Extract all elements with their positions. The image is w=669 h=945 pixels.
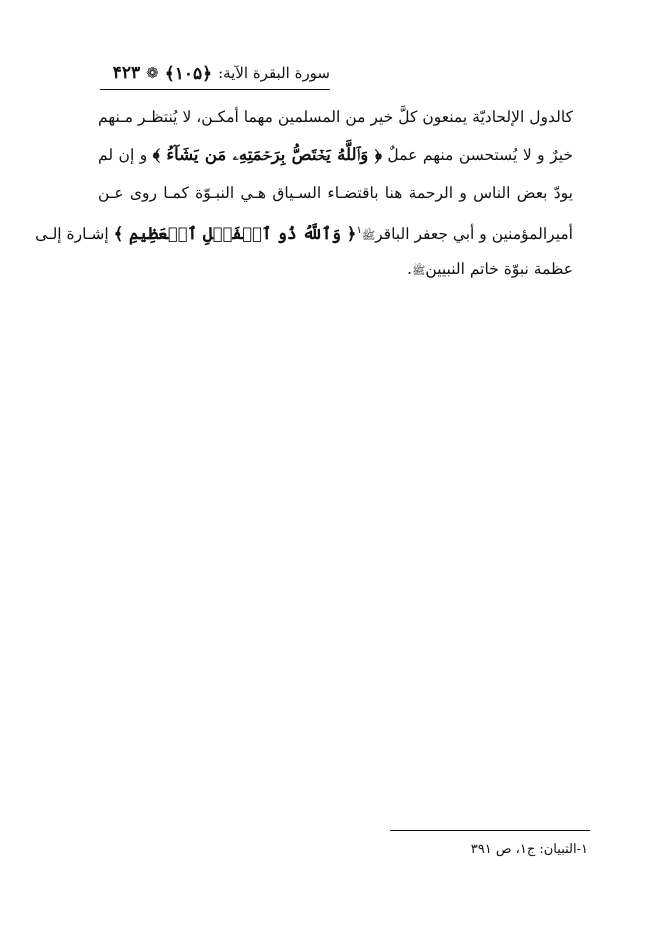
text-line [98, 136, 573, 174]
body-text-run: عظمة نبوّة خاتم النبيين [425, 260, 573, 278]
surah-label: سورة البقرة الآية: [218, 64, 330, 82]
honorific-symbol: ﷺ [361, 229, 376, 243]
body-text-run: أميرالمؤمنين و أبي جعفر الباقر [375, 225, 573, 244]
body-paragraph [35, 98, 574, 288]
body-text-run: . [407, 260, 413, 278]
body-text-run: خيرٌ و لا يُستحسن منهم عملٌ [381, 146, 573, 164]
body-text-run: يودّ بعض الناس و الرحمة هنا باقتضـاء السـياق هـي النبـوّة كمـا روى عـن [98, 184, 573, 202]
quran-quote: ﴿ وَٱللَّهُ يَخۡتَصُّ بِرَحۡمَتِهِۦ مَن يَشَآءُ ﴾ [152, 145, 382, 164]
running-header [100, 60, 330, 86]
footnote-divider [390, 830, 590, 831]
body-text-run: و إن لم [98, 146, 153, 164]
quran-quote: ﴿ وَٱللَّهُ ذُو ٱلۡفَضۡلِ ٱلۡعَظِيمِ ﴾ [113, 224, 357, 244]
header-divider [100, 89, 330, 90]
text-line [35, 212, 573, 250]
footnote: ١-التبيان: ج١، ص ٣٩١ [470, 842, 588, 857]
footnote-marker: ١ [356, 225, 362, 236]
flower-ornament-icon: ❁ [146, 64, 159, 82]
text-line [98, 250, 573, 288]
body-text-run: كالدول الإلحاديّة يمنعون كلَّ خير من المسلمين مهما أمكـن، لا يُنتظـر مـنهم [98, 108, 574, 126]
page-number: ۴۲۳ [112, 63, 141, 83]
body-text-run: إشـارة إلـى [35, 225, 114, 244]
text-line [98, 98, 573, 136]
text-line [98, 174, 573, 212]
verse-reference: ﴿۱۰۵﴾ [164, 63, 213, 84]
honorific-symbol: ﷺ [412, 264, 426, 277]
